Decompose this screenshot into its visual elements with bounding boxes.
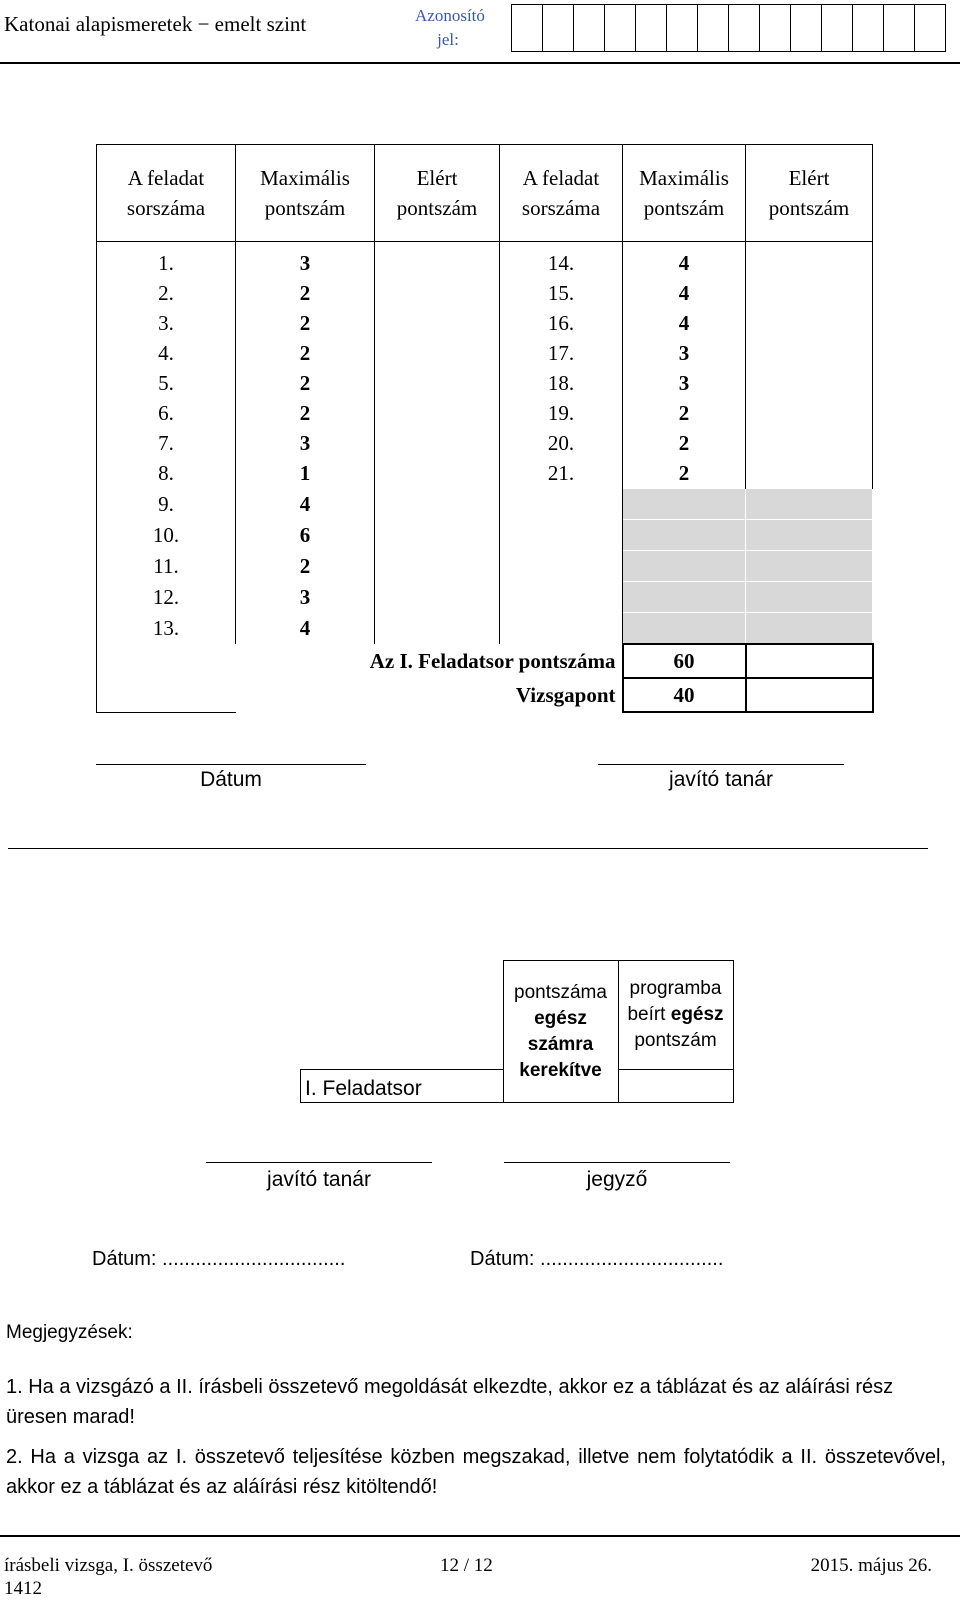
- task-number-cell: 21.: [500, 458, 623, 489]
- table-row: [97, 582, 873, 613]
- task-number-cell: 13.: [97, 613, 236, 645]
- total-row-value: 60: [623, 644, 746, 678]
- shaded-cell: [746, 582, 873, 613]
- table-row: [97, 613, 873, 645]
- id-code-boxes[interactable]: [512, 4, 946, 52]
- max-points-cell: 2: [236, 551, 375, 582]
- id-label-line2: jel:: [437, 30, 459, 49]
- achieved-points-cell[interactable]: [746, 398, 873, 428]
- teacher-label: javító tanár: [267, 1168, 371, 1191]
- rounded-score-table: [300, 960, 734, 1103]
- task-number-cell: 10.: [97, 520, 236, 551]
- id-box[interactable]: [697, 4, 729, 52]
- achieved-points-cell[interactable]: [375, 613, 500, 645]
- table-row: [97, 489, 873, 520]
- task-number-cell: 4.: [97, 338, 236, 368]
- achieved-points-cell[interactable]: [375, 308, 500, 338]
- col-header-achieved-points: Elért pontszám: [375, 145, 500, 242]
- task-number-cell: 3.: [97, 308, 236, 338]
- notary-label: jegyző: [586, 1168, 648, 1191]
- table-row: [97, 338, 873, 368]
- id-box[interactable]: [728, 4, 760, 52]
- note-2: 2. Ha a vizsga az I. összetevő teljesítése közben megszakad, illetve nem folytatódik a II. összetevővel, akkor ez a táblázat és az aláírási rész kitöltendő!: [6, 1446, 946, 1498]
- max-points-cell: 4: [236, 613, 375, 645]
- footer-date: 2015. május 26.: [810, 1555, 932, 1576]
- max-points-cell: 3: [623, 368, 746, 398]
- table-row: [97, 368, 873, 398]
- table-row: [97, 458, 873, 489]
- empty-cell: [500, 520, 623, 551]
- shaded-cell: [746, 551, 873, 582]
- max-points-cell: 1: [236, 458, 375, 489]
- exam-points-row-value: 40: [623, 678, 746, 712]
- col-header-max-points: Maximális pontszám: [623, 145, 746, 242]
- achieved-points-cell[interactable]: [746, 368, 873, 398]
- page-header-title: Katonai alapismeretek − emelt szint: [4, 12, 307, 36]
- id-box[interactable]: [790, 4, 822, 52]
- empty-cell: [500, 489, 623, 520]
- id-box[interactable]: [759, 4, 791, 52]
- id-box[interactable]: [542, 4, 574, 52]
- teacher-label: javító tanár: [669, 768, 773, 791]
- task-number-cell: 8.: [97, 458, 236, 489]
- score-table-body: [97, 242, 873, 713]
- program-points-header: programba beírt egész pontszám: [618, 961, 733, 1070]
- achieved-points-cell[interactable]: [375, 242, 500, 279]
- table-row: [97, 428, 873, 458]
- max-points-cell: 2: [623, 458, 746, 489]
- date-field-notary: Dátum: .................................: [470, 1248, 724, 1270]
- max-points-cell: 4: [623, 242, 746, 279]
- max-points-cell: 3: [236, 242, 375, 279]
- achieved-points-cell[interactable]: [375, 338, 500, 368]
- id-box[interactable]: [604, 4, 636, 52]
- id-box[interactable]: [511, 4, 543, 52]
- rounded-points-header: pontszáma egész számra kerekítve: [503, 961, 618, 1103]
- task-number-cell: 9.: [97, 489, 236, 520]
- header-rule: [0, 62, 960, 64]
- task-number-cell: 7.: [97, 428, 236, 458]
- id-box[interactable]: [883, 4, 915, 52]
- table-row: [97, 551, 873, 582]
- empty-cell: [500, 551, 623, 582]
- achieved-points-cell[interactable]: [746, 278, 873, 308]
- achieved-points-cell[interactable]: [375, 368, 500, 398]
- table-row: [97, 242, 873, 279]
- date-field-teacher: Dátum: .................................: [92, 1248, 346, 1270]
- task-number-cell: 5.: [97, 368, 236, 398]
- section-divider: [8, 848, 928, 849]
- footer-exam-part: írásbeli vizsga, I. összetevő: [4, 1555, 213, 1576]
- notes-heading: Megjegyzések:: [6, 1322, 133, 1343]
- id-box[interactable]: [635, 4, 667, 52]
- id-label: [415, 4, 485, 52]
- note-1: 1. Ha a vizsgázó a II. írásbeli összetevő megoldását elkezdte, akkor ez a táblázat és az aláírási rész üresen marad!: [6, 1376, 894, 1428]
- task-number-cell: 17.: [500, 338, 623, 368]
- teacher-signature-line: [598, 764, 844, 765]
- col-header-task-no: A feladat sorszáma: [97, 145, 236, 242]
- shaded-cell: [746, 520, 873, 551]
- empty-cell: [500, 582, 623, 613]
- task-number-cell: 20.: [500, 428, 623, 458]
- id-box[interactable]: [821, 4, 853, 52]
- achieved-points-cell[interactable]: [375, 582, 500, 613]
- achieved-points-cell[interactable]: [375, 458, 500, 489]
- max-points-cell: 2: [236, 368, 375, 398]
- id-label-line1: Azonosító: [415, 6, 485, 25]
- table-row: [97, 520, 873, 551]
- achieved-points-cell[interactable]: [375, 489, 500, 520]
- achieved-points-cell[interactable]: [375, 398, 500, 428]
- achieved-points-cell[interactable]: [746, 428, 873, 458]
- table-row: [97, 308, 873, 338]
- task-number-cell: 19.: [500, 398, 623, 428]
- max-points-cell: 2: [236, 308, 375, 338]
- achieved-points-cell[interactable]: [746, 242, 873, 279]
- max-points-cell: 2: [236, 398, 375, 428]
- score-table: [96, 144, 874, 713]
- table-row: [97, 278, 873, 308]
- id-box[interactable]: [914, 4, 946, 52]
- id-box[interactable]: [666, 4, 698, 52]
- exam-points-row-label: Vizsgapont: [515, 683, 616, 707]
- footer-page-number: 12 / 12: [440, 1555, 493, 1576]
- shaded-cell: [623, 613, 746, 645]
- date-signature-line: [96, 764, 366, 765]
- footer-rule: [0, 1535, 960, 1537]
- max-points-cell: 2: [236, 278, 375, 308]
- achieved-points-cell[interactable]: [746, 338, 873, 368]
- achieved-points-cell[interactable]: [375, 428, 500, 458]
- shaded-cell: [746, 613, 873, 645]
- achieved-points-cell[interactable]: [375, 551, 500, 582]
- teacher-signature-line: [206, 1162, 432, 1163]
- achieved-points-cell[interactable]: [746, 458, 873, 489]
- footer-code: 1412: [4, 1578, 42, 1599]
- shaded-cell: [746, 489, 873, 520]
- exam-points-row: [97, 678, 873, 712]
- task-number-cell: 2.: [97, 278, 236, 308]
- id-box[interactable]: [852, 4, 884, 52]
- task-number-cell: 1.: [97, 242, 236, 279]
- col-header-achieved-points: Elért pontszám: [746, 145, 873, 242]
- task-number-cell: 16.: [500, 308, 623, 338]
- empty-cell: [500, 613, 623, 645]
- task-series-label: I. Feladatsor: [301, 1070, 504, 1103]
- exam-points-row-achieved[interactable]: [746, 678, 873, 712]
- shaded-cell: [623, 582, 746, 613]
- max-points-cell: 2: [236, 338, 375, 368]
- date-label: Dátum: [200, 768, 262, 791]
- max-points-cell: 4: [623, 308, 746, 338]
- total-row-achieved[interactable]: [746, 644, 873, 678]
- total-row: [97, 644, 873, 678]
- total-row-label: Az I. Feladatsor pontszáma: [369, 649, 616, 673]
- shaded-cell: [623, 551, 746, 582]
- achieved-points-cell[interactable]: [746, 308, 873, 338]
- max-points-cell: 4: [236, 489, 375, 520]
- task-number-cell: 15.: [500, 278, 623, 308]
- shaded-cell: [623, 520, 746, 551]
- max-points-cell: 3: [236, 582, 375, 613]
- max-points-cell: 2: [623, 398, 746, 428]
- max-points-cell: 4: [623, 278, 746, 308]
- max-points-cell: 3: [236, 428, 375, 458]
- task-number-cell: 6.: [97, 398, 236, 428]
- task-number-cell: 18.: [500, 368, 623, 398]
- table-row: [97, 398, 873, 428]
- task-number-cell: 12.: [97, 582, 236, 613]
- max-points-cell: 3: [623, 338, 746, 368]
- achieved-points-cell[interactable]: [375, 278, 500, 308]
- task-number-cell: 11.: [97, 551, 236, 582]
- notary-signature-line: [504, 1162, 730, 1163]
- task-number-cell: 14.: [500, 242, 623, 279]
- max-points-cell: 2: [623, 428, 746, 458]
- col-header-task-no: A feladat sorszáma: [500, 145, 623, 242]
- col-header-max-points: Maximális pontszám: [236, 145, 375, 242]
- id-box[interactable]: [573, 4, 605, 52]
- program-points-cell[interactable]: [618, 1070, 733, 1103]
- shaded-cell: [623, 489, 746, 520]
- achieved-points-cell[interactable]: [375, 520, 500, 551]
- max-points-cell: 6: [236, 520, 375, 551]
